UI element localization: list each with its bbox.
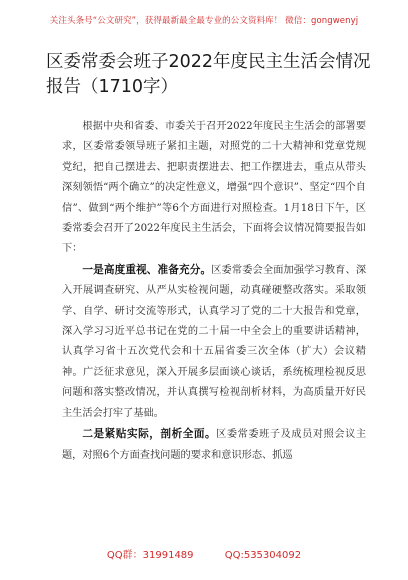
footer-contacts — [0, 546, 408, 561]
header-banner: 关注头条号“公文研究”，获得最新最全最专业的公文资料库！ 微信：gongwenyj — [49, 16, 359, 26]
paragraph-first-point — [62, 260, 366, 424]
paragraph-first-point-text: 区委常委会全面加强学习教育、深入开展调查研究、从严从实检视问题，动真碰硬整改落实。采取领学、自学、研讨交流等形式，认真学习了党的二十大报告和党章，深入学习习近平总书记在党的二十届一中全会上的重要讲话精神，认真学习省十五次党代会和十五届省委三次全体（扩大）会议精神。广泛征求意见，深入开展多层面谈心谈话，系统梳理检视反思问题和落实整改情况，并认真撰写检视剖析材料，为高质量开好民主生活会打牢了基础。 — [62, 264, 367, 419]
paragraph-intro — [62, 117, 366, 260]
paragraph-second-point — [62, 424, 366, 466]
paragraph-second-point-text: 区委常委班子及成员对照会议主题，对照6个方面查找问题的要求和意识形态、抓巡 — [62, 429, 367, 461]
footer-qq-number: QQ:535304092 — [224, 550, 302, 561]
paragraph-second-point-lead: 二是紧贴实际，剖析全面。 — [82, 428, 217, 441]
paragraph-intro-text: 根据中央和省委、市委关于召开2022年度民主生活会的部署要求，区委常委领导班子紧扣主题，对照党的二十大精神和党章党规党纪，把自己摆进去、把职责摆进去、把工作摆进去，重点从带头深刻领悟“两个确立”的决定性意义，增强“四个意识”、坚定“四个自信”、做到“两个维护”等6个方面进行对照检查。1月18日下午，区委常委会召开了2022年度民主生活会，下面将会议情况简要报告如下： — [62, 121, 366, 255]
document-title: 区委常委会班子2022年度民主生活会情况报告（1710字） — [46, 52, 371, 97]
paragraph-first-point-lead: 一是高度重视、准备充分。 — [82, 263, 212, 276]
footer-qq-group: QQ群：31991489 — [106, 550, 194, 561]
document-body — [62, 117, 366, 466]
